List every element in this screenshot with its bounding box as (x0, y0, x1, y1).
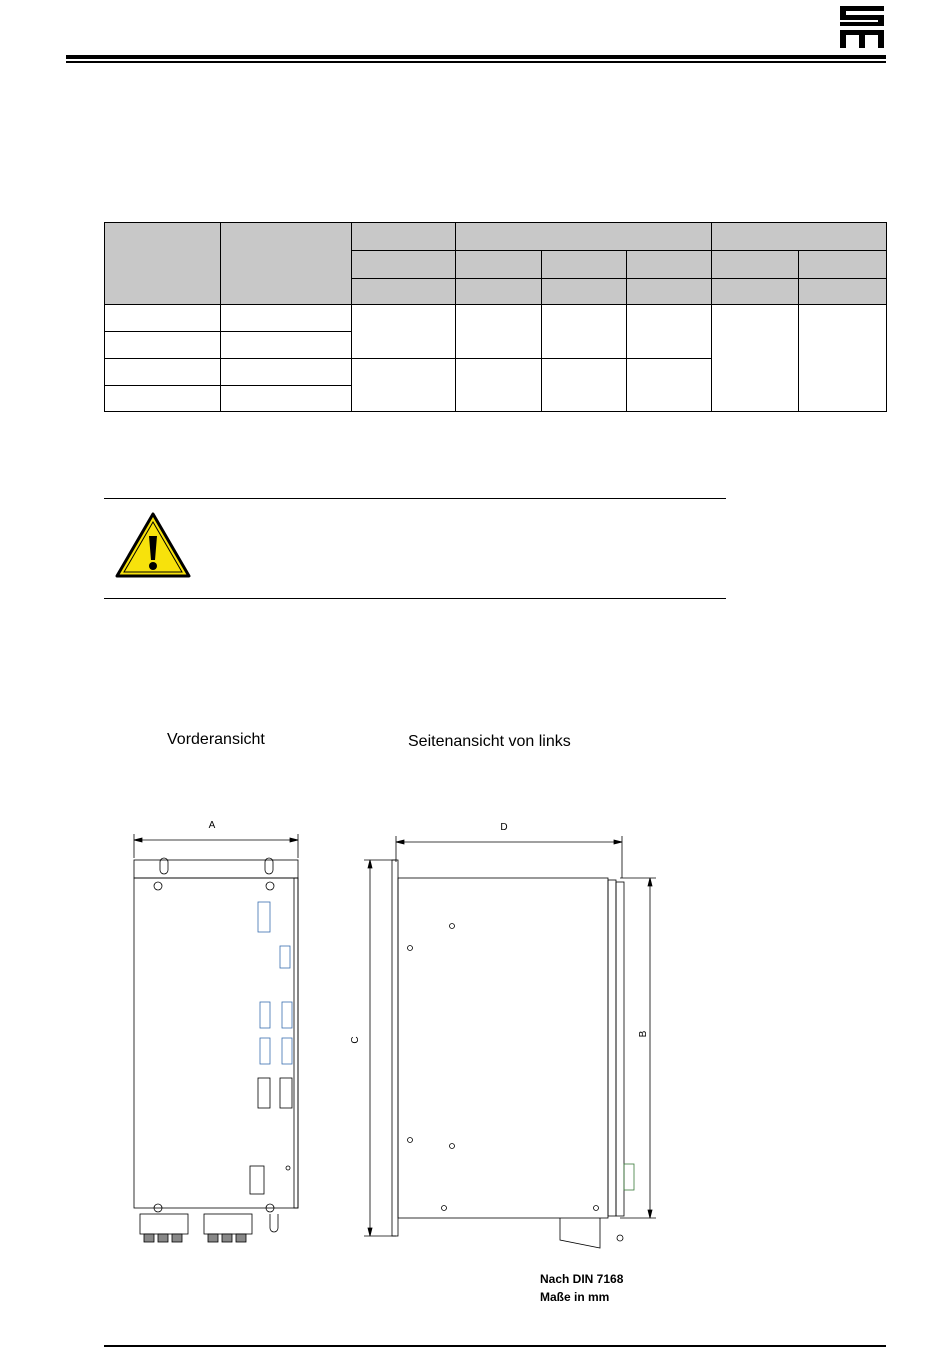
table-header-cell (799, 251, 887, 279)
table-cell (542, 359, 627, 412)
table-header-cell (627, 279, 712, 305)
table-cell (456, 359, 542, 412)
dim-label-c: C (350, 1036, 361, 1044)
table-cell (542, 305, 627, 359)
table-cell (105, 359, 221, 386)
table-header-cell (105, 223, 221, 305)
table-cell (627, 359, 712, 412)
table-header-cell (799, 279, 887, 305)
table-cell (221, 305, 352, 332)
table-header-cell (456, 223, 712, 251)
side-view-title: Seitenansicht von links (408, 733, 571, 750)
table-header-cell (352, 251, 456, 279)
table-header-cell (712, 279, 799, 305)
table-header-cell (221, 223, 352, 305)
note-standard: Nach DIN 7168 (540, 1272, 624, 1286)
table-cell (352, 359, 456, 412)
warning-rule-top (104, 498, 726, 499)
table-header-cell (627, 251, 712, 279)
dimension-drawing (120, 800, 680, 1270)
note-units: Maße in mm (540, 1290, 610, 1304)
warning-triangle-icon (114, 510, 192, 580)
table-header-cell (712, 251, 799, 279)
footer-rule (104, 1345, 886, 1347)
dim-label-d: D (500, 822, 508, 833)
table-header-cell (542, 279, 627, 305)
spec-table (104, 222, 887, 412)
table-cell (105, 332, 221, 359)
dim-label-b: B (638, 1030, 649, 1038)
table-header-cell (456, 279, 542, 305)
table-header-cell (712, 223, 887, 251)
table-cell (105, 386, 221, 412)
table-cell (221, 386, 352, 412)
front-view-title: Vorderansicht (167, 731, 265, 748)
table-cell (799, 305, 887, 412)
table-cell (627, 305, 712, 359)
table-header-cell (456, 251, 542, 279)
table-cell (221, 332, 352, 359)
header-rule-thin (66, 61, 886, 63)
header-rule-thick (66, 55, 886, 59)
table-header-cell (542, 251, 627, 279)
company-logo-icon (840, 6, 884, 48)
table-cell (105, 305, 221, 332)
table-header-cell (352, 279, 456, 305)
table-cell (712, 305, 799, 412)
dim-label-a: A (208, 820, 216, 831)
table-cell (221, 359, 352, 386)
table-cell (456, 305, 542, 359)
table-cell (352, 305, 456, 359)
warning-rule-bottom (104, 598, 726, 599)
table-header-cell (352, 223, 456, 251)
